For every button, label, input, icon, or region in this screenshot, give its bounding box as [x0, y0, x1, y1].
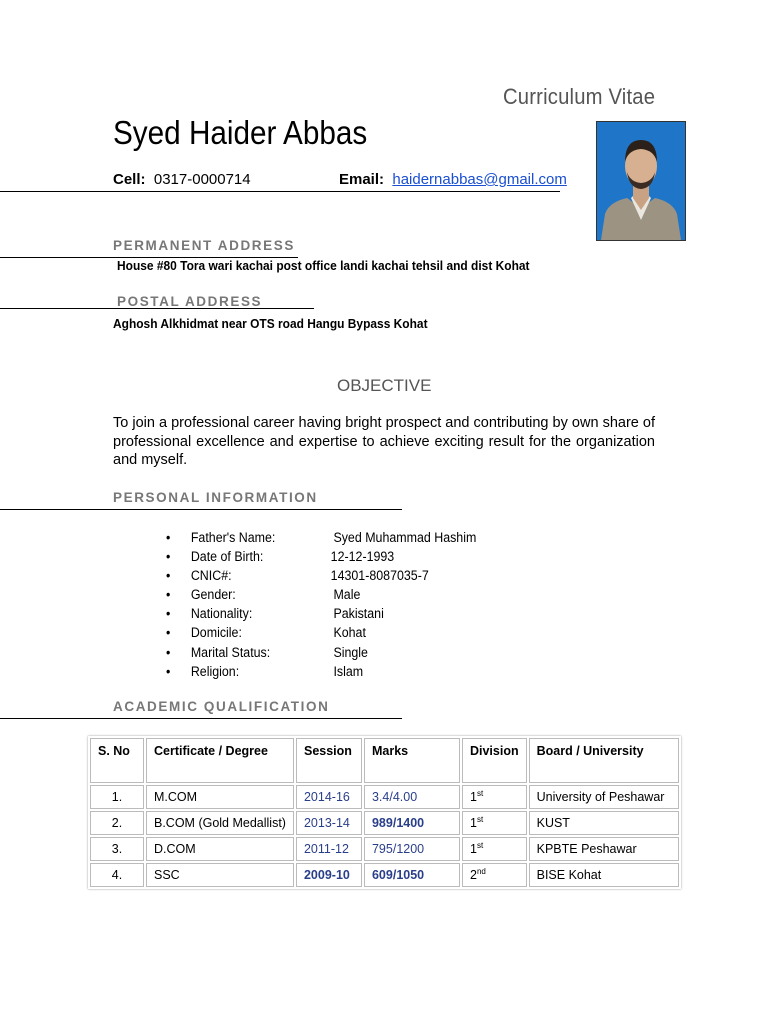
cell-division: 1st — [462, 837, 527, 861]
permanent-address-text: House #80 Tora wari kachai post office landi kachai tehsil and dist Kohat — [117, 258, 530, 273]
person-photo-icon — [597, 122, 685, 240]
table-header-row — [90, 738, 679, 783]
email-link[interactable]: haidernabbas@gmail.com — [392, 171, 567, 188]
cell-sno: 1. — [90, 785, 144, 809]
cell-marks: 795/1200 — [364, 837, 460, 861]
cell-session: 2011-12 — [296, 837, 362, 861]
cell-contact — [113, 171, 251, 188]
objective-heading: OBJECTIVE — [337, 376, 432, 395]
table-row — [90, 811, 679, 835]
cell-board: BISE Kohat — [529, 863, 679, 887]
column-header: Certificate / Degree — [146, 738, 294, 783]
cell-sno: 4. — [90, 863, 144, 887]
cell-degree: M.COM — [146, 785, 294, 809]
column-header: Session — [296, 738, 362, 783]
email-label: Email: — [339, 171, 385, 188]
cell-session: 2009-10 — [296, 863, 362, 887]
cell-division: 2nd — [462, 863, 527, 887]
academic-heading: ACADEMIC QUALIFICATION — [113, 699, 330, 714]
column-header: Marks — [364, 738, 460, 783]
contact-divider — [0, 191, 560, 192]
personal-info-heading: PERSONAL INFORMATION — [113, 490, 318, 505]
postal-address-heading: POSTAL ADDRESS — [117, 294, 263, 309]
table-row — [90, 785, 679, 809]
cell-sno: 3. — [90, 837, 144, 861]
profile-photo — [596, 121, 686, 241]
cell-session: 2013-14 — [296, 811, 362, 835]
document-title: Curriculum Vitae — [503, 84, 656, 109]
cell-degree: D.COM — [146, 837, 294, 861]
cell-session: 2014-16 — [296, 785, 362, 809]
cell-marks: 609/1050 — [364, 863, 460, 887]
objective-text: To join a professional career having bright prospect and contributing by own share of professional excellence and expertise to achieve exciting result for the organization and myself. — [113, 415, 655, 468]
postal-address-divider — [0, 308, 314, 309]
cell-degree: SSC — [146, 863, 294, 887]
candidate-name: Syed Haider Abbas — [113, 114, 368, 151]
permanent-address-heading: PERMANENT ADDRESS — [113, 238, 295, 253]
table-row — [90, 837, 679, 861]
postal-address-text: Aghosh Alkhidmat near OTS road Hangu Bypass Kohat — [113, 316, 428, 331]
email-contact — [339, 171, 567, 188]
cell-sno: 2. — [90, 811, 144, 835]
cell-division: 1st — [462, 811, 527, 835]
cell-degree: B.COM (Gold Medallist) — [146, 811, 294, 835]
cell-division: 1st — [462, 785, 527, 809]
cell-board: KUST — [529, 811, 679, 835]
personal-info-divider — [0, 509, 402, 510]
column-header: Board / University — [529, 738, 679, 783]
cell-marks: 3.4/4.00 — [364, 785, 460, 809]
academic-divider — [0, 718, 402, 719]
academic-table — [88, 736, 681, 889]
cell-board: University of Peshawar — [529, 785, 679, 809]
cell-label: Cell: — [113, 171, 146, 188]
column-header: S. No — [90, 738, 144, 783]
column-header: Division — [462, 738, 527, 783]
table-row — [90, 863, 679, 887]
cell-marks: 989/1400 — [364, 811, 460, 835]
cell-board: KPBTE Peshawar — [529, 837, 679, 861]
cell-value: 0317-0000714 — [153, 171, 251, 188]
